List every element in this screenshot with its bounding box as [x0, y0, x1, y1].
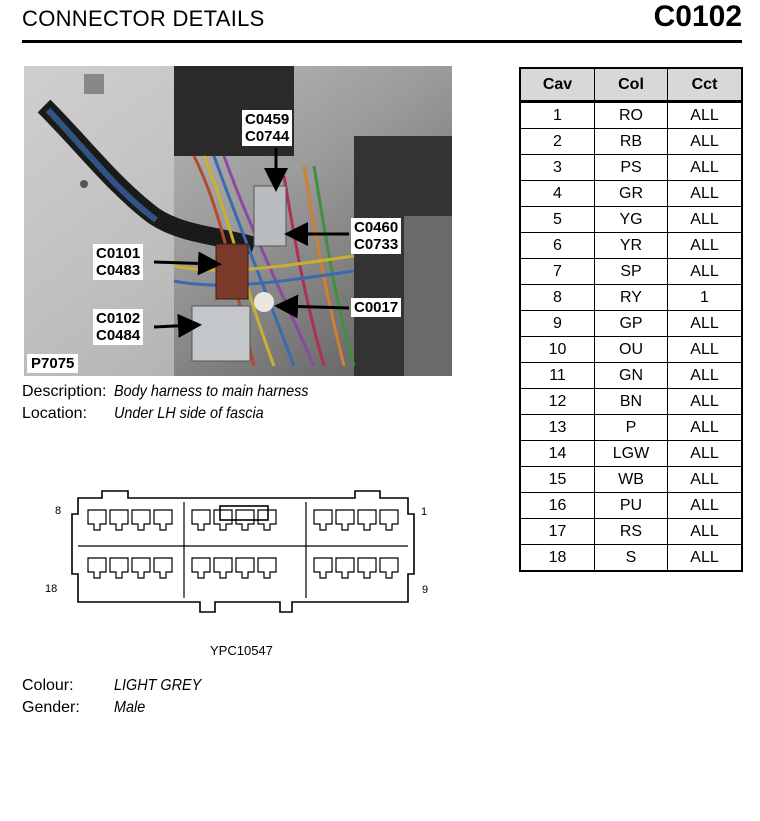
col-cell: YR [595, 233, 668, 259]
callout-label: C0101 [96, 245, 141, 262]
col-cell: WB [595, 467, 668, 493]
table-row [520, 441, 742, 467]
cct-cell: ALL [668, 337, 743, 363]
cav-cell: 11 [520, 363, 595, 389]
diagram-reference: YPC10547 [210, 643, 273, 658]
table-row [520, 155, 742, 181]
callout-label: C0484 [96, 327, 141, 344]
cavity-outline [336, 558, 354, 578]
pin-label-18: 18 [45, 583, 58, 595]
page-title: CONNECTOR DETAILS [22, 6, 265, 31]
cavity-outline [154, 510, 172, 530]
col-cell: GR [595, 181, 668, 207]
connector-face-diagram [40, 484, 440, 619]
table-row [520, 181, 742, 207]
pin-label-9: 9 [422, 584, 429, 596]
cavity-outline [236, 558, 254, 578]
callout-label: C0460 [354, 219, 399, 236]
cct-cell: ALL [668, 519, 743, 545]
cav-cell: 3 [520, 155, 595, 181]
col-cell: OU [595, 337, 668, 363]
cct-cell: ALL [668, 129, 743, 155]
callout-label: C0483 [96, 262, 141, 279]
table-row [520, 129, 742, 155]
cav-cell: 8 [520, 285, 595, 311]
cav-cell: 4 [520, 181, 595, 207]
table-row [520, 415, 742, 441]
colour-row [22, 677, 211, 695]
arrow-c0102 [154, 325, 196, 327]
callout-label: C0017 [354, 299, 399, 316]
connector-code: C0102 [653, 0, 742, 33]
cav-cell: 1 [520, 102, 595, 129]
cct-cell: ALL [668, 207, 743, 233]
cav-cell: 5 [520, 207, 595, 233]
description-value: Body harness to main harness [114, 383, 309, 400]
header-divider [22, 40, 742, 43]
cav-cell: 6 [520, 233, 595, 259]
col-cell: PU [595, 493, 668, 519]
col-cell: GN [595, 363, 668, 389]
pin-table [519, 67, 743, 572]
table-row [520, 285, 742, 311]
cavity-outline [88, 558, 106, 578]
table-row [520, 337, 742, 363]
table-row [520, 311, 742, 337]
cavity-outline [314, 510, 332, 530]
cav-cell: 13 [520, 415, 595, 441]
cct-cell: ALL [668, 493, 743, 519]
cavity-outline [214, 558, 232, 578]
table-row [520, 363, 742, 389]
cct-cell: ALL [668, 363, 743, 389]
cav-cell: 14 [520, 441, 595, 467]
table-row [520, 519, 742, 545]
callout-arrows [24, 66, 452, 376]
cav-cell: 7 [520, 259, 595, 285]
col-cell: RB [595, 129, 668, 155]
pin-table-header [520, 68, 742, 102]
location-label: Location: [22, 405, 87, 422]
gender-value: Male [114, 699, 146, 716]
table-row [520, 545, 742, 572]
location-row [22, 405, 280, 423]
cct-cell: ALL [668, 181, 743, 207]
callout-label: C0733 [354, 236, 399, 253]
pin-label-8: 8 [55, 505, 62, 517]
column-header-col: Col [595, 68, 668, 102]
callout-label: C0102 [96, 310, 141, 327]
arrow-c0101 [154, 262, 216, 264]
table-row [520, 467, 742, 493]
cct-cell: ALL [668, 467, 743, 493]
col-cell: RY [595, 285, 668, 311]
col-cell: S [595, 545, 668, 572]
cavity-outline [132, 558, 150, 578]
cct-cell: 1 [668, 285, 743, 311]
cav-cell: 9 [520, 311, 595, 337]
description-label: Description: [22, 383, 107, 400]
cavity-outline [110, 558, 128, 578]
arrow-c0017 [280, 306, 349, 308]
column-header-cct: Cct [668, 68, 743, 102]
connector-location-photo [24, 66, 452, 376]
cavity-outline [380, 558, 398, 578]
cct-cell: ALL [668, 415, 743, 441]
cav-cell: 18 [520, 545, 595, 572]
photo-reference: P7075 [27, 354, 78, 373]
cct-cell: ALL [668, 259, 743, 285]
table-row [520, 102, 742, 129]
cct-cell: ALL [668, 102, 743, 129]
cav-cell: 16 [520, 493, 595, 519]
cavity-outline [192, 558, 210, 578]
cavity-outline [314, 558, 332, 578]
colour-value: LIGHT GREY [114, 677, 202, 694]
table-row [520, 259, 742, 285]
col-cell: SP [595, 259, 668, 285]
cav-cell: 12 [520, 389, 595, 415]
cct-cell: ALL [668, 441, 743, 467]
gender-row [22, 699, 149, 717]
gender-label: Gender: [22, 699, 80, 716]
cavity-outline [358, 558, 376, 578]
cavity-outline [192, 510, 210, 530]
column-header-cav: Cav [520, 68, 595, 102]
table-row [520, 233, 742, 259]
col-cell: GP [595, 311, 668, 337]
cavity-outline [258, 558, 276, 578]
callout-label: C0744 [245, 128, 290, 145]
table-row [520, 207, 742, 233]
cavity-outline [380, 510, 398, 530]
col-cell: YG [595, 207, 668, 233]
cavity-outline [154, 558, 172, 578]
col-cell: PS [595, 155, 668, 181]
col-cell: RO [595, 102, 668, 129]
colour-label: Colour: [22, 677, 74, 694]
description-row [22, 383, 330, 401]
cavity-outline [132, 510, 150, 530]
cct-cell: ALL [668, 545, 743, 572]
cct-cell: ALL [668, 311, 743, 337]
connector-face-outline [40, 484, 440, 619]
cct-cell: ALL [668, 389, 743, 415]
pin-label-1: 1 [421, 506, 428, 518]
cav-cell: 2 [520, 129, 595, 155]
col-cell: P [595, 415, 668, 441]
cavity-outline [110, 510, 128, 530]
col-cell: LGW [595, 441, 668, 467]
cct-cell: ALL [668, 233, 743, 259]
cavity-outline [336, 510, 354, 530]
cav-cell: 17 [520, 519, 595, 545]
cav-cell: 10 [520, 337, 595, 363]
cav-cell: 15 [520, 467, 595, 493]
col-cell: RS [595, 519, 668, 545]
location-value: Under LH side of fascia [114, 405, 264, 422]
cavity-outline [88, 510, 106, 530]
table-row [520, 493, 742, 519]
cct-cell: ALL [668, 155, 743, 181]
callout-label: C0459 [245, 111, 290, 128]
table-row [520, 389, 742, 415]
cavity-outline [358, 510, 376, 530]
col-cell: BN [595, 389, 668, 415]
